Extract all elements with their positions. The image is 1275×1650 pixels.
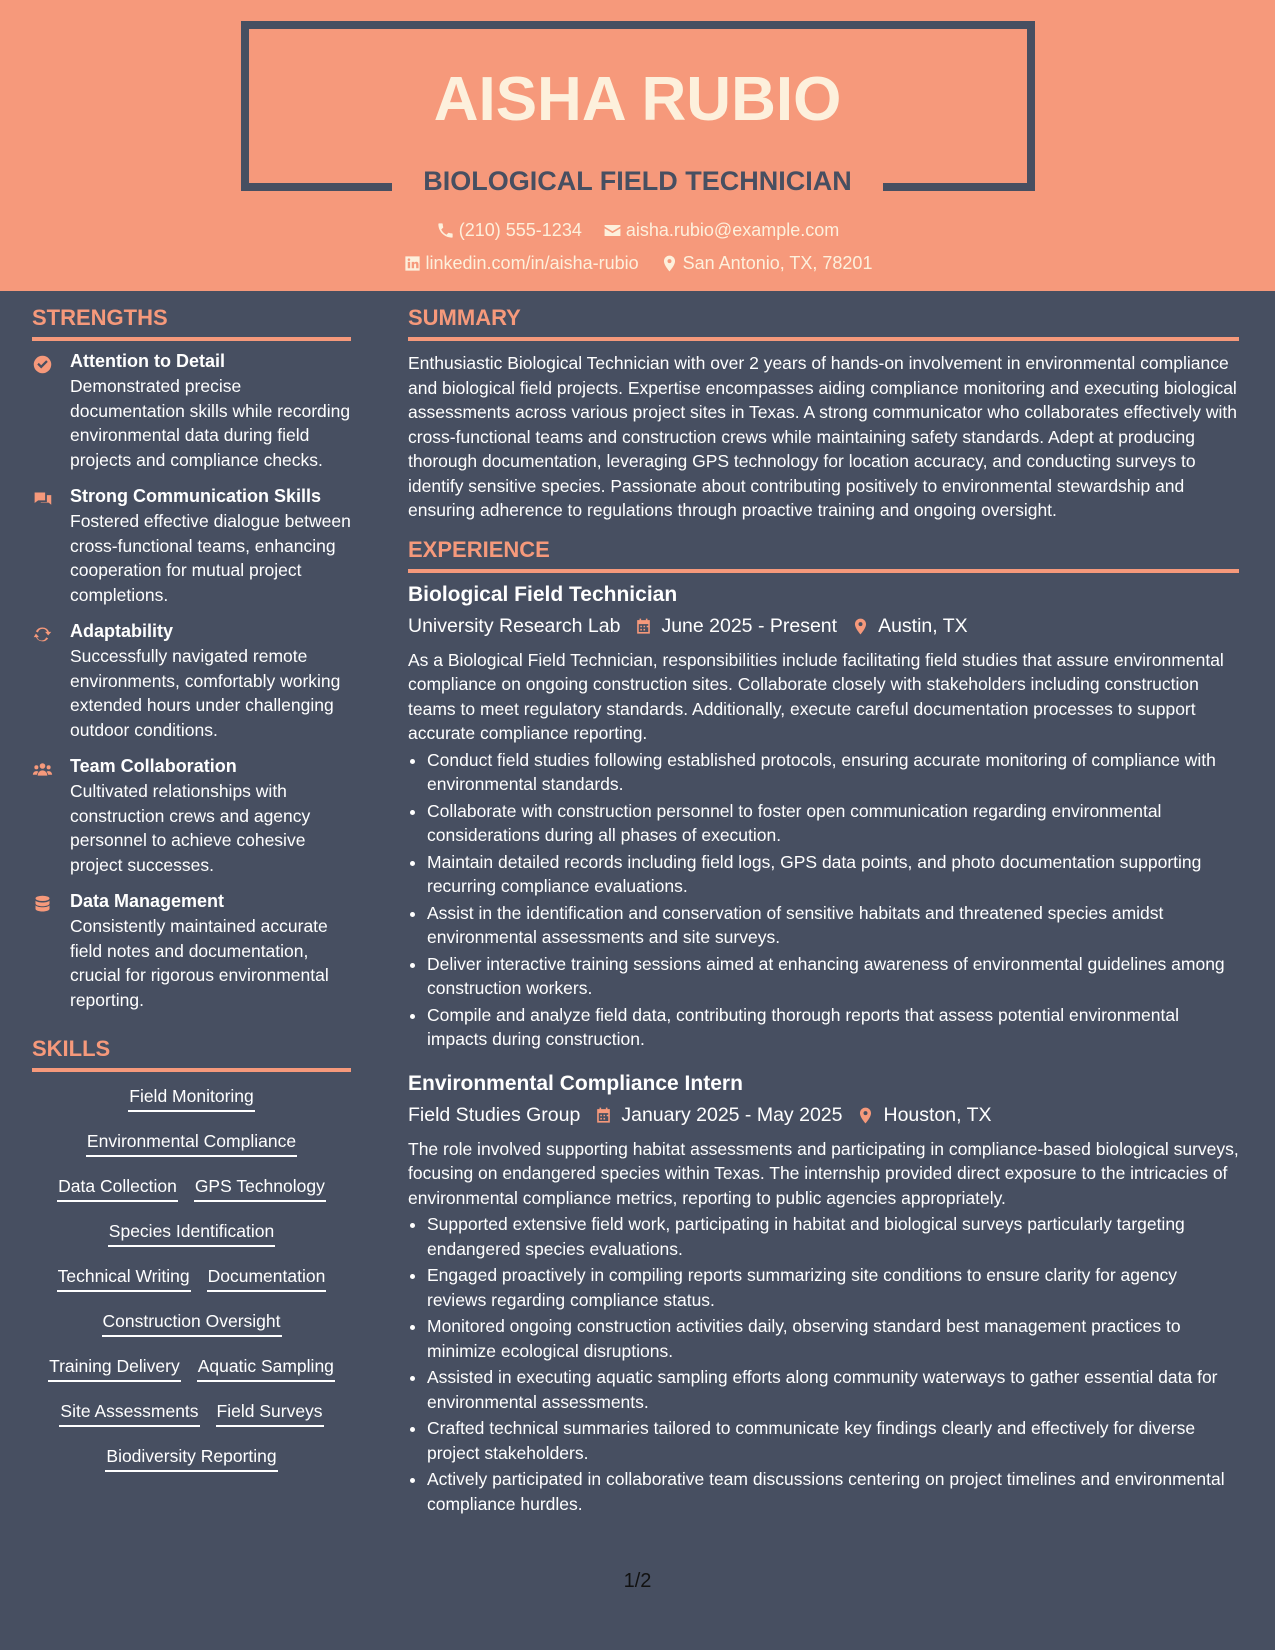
contact-row-1 — [0, 220, 1275, 245]
map-marker-icon — [856, 1106, 875, 1125]
strength-item — [32, 621, 351, 742]
strength-desc: Consistently maintained accurate field notes and documentation, crucial for rigorous environmental reporting. — [70, 916, 329, 1010]
skills-list — [32, 1082, 351, 1477]
candidate-name: AISHA RUBIO — [433, 65, 842, 134]
skill-tag: Data Collection — [57, 1176, 178, 1202]
calendar-icon — [634, 617, 653, 636]
job-bullet: • Supported extensive field work, participating in habitat and biological surveys particularly targeting endangered species evaluations. — [427, 1212, 1239, 1261]
skill-tag: Biodiversity Reporting — [105, 1446, 277, 1472]
job-dates: June 2025 - Present — [661, 614, 838, 637]
job-location: Houston, TX — [883, 1103, 992, 1126]
skill-tag: Construction Oversight — [102, 1311, 282, 1337]
page-number: 1/2 — [623, 1570, 652, 1592]
skill-tag: Field Monitoring — [128, 1086, 255, 1112]
skill-tag: Site Assessments — [59, 1401, 199, 1427]
contact-location — [660, 253, 873, 274]
skill-tag: Aquatic Sampling — [197, 1356, 335, 1382]
contact-phone[interactable] — [436, 220, 582, 241]
job-dates: January 2025 - May 2025 — [621, 1103, 843, 1126]
job-description: The role involved supporting habitat assessments and participating in compliance-based biological surveys, focusing on endangered species within Texas. The internship provided direct exposure to the intricacies of environmental compliance metrics, reporting to public agencies appropriately. — [408, 1138, 1239, 1208]
job-bullets — [408, 1212, 1239, 1516]
job-bullet: • Actively participated in collaborative team discussions centering on project timelines and environmental compliance hurdles. — [427, 1467, 1239, 1516]
strength-item — [32, 486, 351, 607]
job-bullet: • Deliver interactive training sessions aimed at enhancing awareness of environmental guidelines among construction workers. — [427, 952, 1239, 1001]
strength-name: Team Collaboration — [70, 756, 237, 776]
location-text: San Antonio, TX, 78201 — [682, 253, 873, 273]
job-bullet: • Assisted in executing aquatic sampling efforts along community waterways to gather essential data for environmental assessments. — [427, 1365, 1239, 1414]
sync-icon — [32, 624, 53, 645]
skill-tag: Species Identification — [108, 1221, 275, 1247]
contact-row-2 — [0, 253, 1275, 278]
job-title-heading: BIOLOGICAL FIELD TECHNICIAN — [423, 166, 852, 196]
strength-name: Adaptability — [70, 621, 174, 641]
strength-item — [32, 891, 351, 1012]
job-location: Austin, TX — [878, 614, 968, 637]
job-bullet: • Conduct field studies following established protocols, ensuring accurate monitoring of compliance with environmental standards. — [427, 748, 1239, 797]
job-bullet: • Monitored ongoing construction activities daily, observing standard best management practices to minimize ecological disruptions. — [427, 1314, 1239, 1363]
job-meta — [408, 1104, 1239, 1127]
skill-tag: Field Surveys — [216, 1401, 324, 1427]
job-title: Biological Field Technician — [408, 582, 678, 606]
map-marker-icon — [660, 254, 679, 273]
job-bullet: • Collaborate with construction personnel to foster open communication regarding environmental considerations during all phases of execution. — [427, 799, 1239, 848]
strength-name: Strong Communication Skills — [70, 486, 322, 506]
contact-email[interactable] — [603, 220, 839, 241]
job-entry — [408, 583, 1239, 1052]
job-bullet: • Compile and analyze field data, contributing thorough reports that assess potential environmental impacts during construction. — [427, 1003, 1239, 1052]
check-circle-icon — [32, 354, 53, 375]
email-text: aisha.rubio@example.com — [625, 220, 840, 240]
strength-name: Attention to Detail — [70, 351, 225, 371]
skill-tag: GPS Technology — [194, 1176, 326, 1202]
linkedin-icon — [403, 254, 422, 273]
job-bullets — [408, 748, 1239, 1052]
strength-name: Data Management — [70, 891, 225, 911]
strengths-heading: STRENGTHS — [32, 305, 351, 341]
job-bullet: • Maintain detailed records including field logs, GPS data points, and photo documentation supporting recurring compliance evaluations. — [427, 850, 1239, 899]
calendar-icon — [594, 1106, 613, 1125]
left-column — [32, 305, 351, 1491]
database-icon — [32, 894, 53, 915]
skill-tag: Technical Writing — [57, 1266, 191, 1292]
job-company: University Research Lab — [408, 614, 621, 637]
skill-tag: Documentation — [207, 1266, 327, 1292]
phone-text: (210) 555-1234 — [458, 220, 582, 240]
skill-tag: Environmental Compliance — [86, 1131, 297, 1157]
job-company: Field Studies Group — [408, 1103, 581, 1126]
skills-heading: SKILLS — [32, 1036, 351, 1072]
job-bullet: • Assist in the identification and conservation of sensitive habitats and threatened species amidst environmental assessments and site surveys. — [427, 901, 1239, 950]
job-description: As a Biological Field Technician, responsibilities include facilitating field studies that assure environmental compliance on ongoing construction sites. Collaborate closely with stakeholders including construction teams to meet regulatory standards. Additionally, execute careful documentation processes to support accurate compliance reporting. — [408, 649, 1224, 743]
map-marker-icon — [851, 617, 870, 636]
job-title: Environmental Compliance Intern — [408, 1071, 743, 1095]
strength-item — [32, 756, 351, 877]
resume-header — [0, 0, 1275, 291]
envelope-icon — [603, 221, 622, 240]
contact-linkedin[interactable] — [403, 253, 639, 274]
strength-desc: Demonstrated precise documentation skills while recording environmental data during field projects and compliance checks. — [70, 376, 351, 470]
strength-item — [32, 351, 351, 472]
job-entry — [408, 1072, 1239, 1517]
summary-text: Enthusiastic Biological Technician with over 2 years of hands-on involvement in environmental compliance and biological field projects. Expertise encompasses aiding compliance monitoring and executing biological assessments across various project sites in Texas. A strong communicator who collaborates effectively with cross-functional teams and construction crews while maintaining safety standards. Adept at producing thorough documentation, leveraging GPS technology for location accuracy, and conducting surveys to identify sensitive species. Passionate about contributing positively to environmental stewardship and ensuring adherence to regulations through proactive training and ongoing oversight. — [408, 353, 1238, 520]
strength-desc: Fostered effective dialogue between cross-functional teams, enhancing cooperation for mutual project completions. — [70, 511, 351, 605]
comments-icon — [32, 489, 53, 510]
phone-icon — [436, 221, 455, 240]
job-bullet: • Engaged proactively in compiling reports summarizing site conditions to ensure clarity for agency reviews regarding compliance status. — [427, 1263, 1239, 1312]
skill-tag: Training Delivery — [48, 1356, 181, 1382]
strength-desc: Cultivated relationships with construction crews and agency personnel to achieve cohesive project successes. — [70, 781, 311, 875]
users-icon — [32, 759, 53, 780]
summary-heading: SUMMARY — [408, 305, 1239, 341]
job-meta — [408, 615, 1239, 638]
job-bullet: • Crafted technical summaries tailored to communicate key findings clearly and effectively for diverse project stakeholders. — [427, 1416, 1239, 1465]
right-column — [408, 305, 1239, 1536]
linkedin-text: linkedin.com/in/aisha-rubio — [425, 253, 639, 273]
experience-heading: EXPERIENCE — [408, 537, 1239, 573]
strength-desc: Successfully navigated remote environments, comfortably working extended hours under challenging outdoor conditions. — [70, 646, 341, 740]
